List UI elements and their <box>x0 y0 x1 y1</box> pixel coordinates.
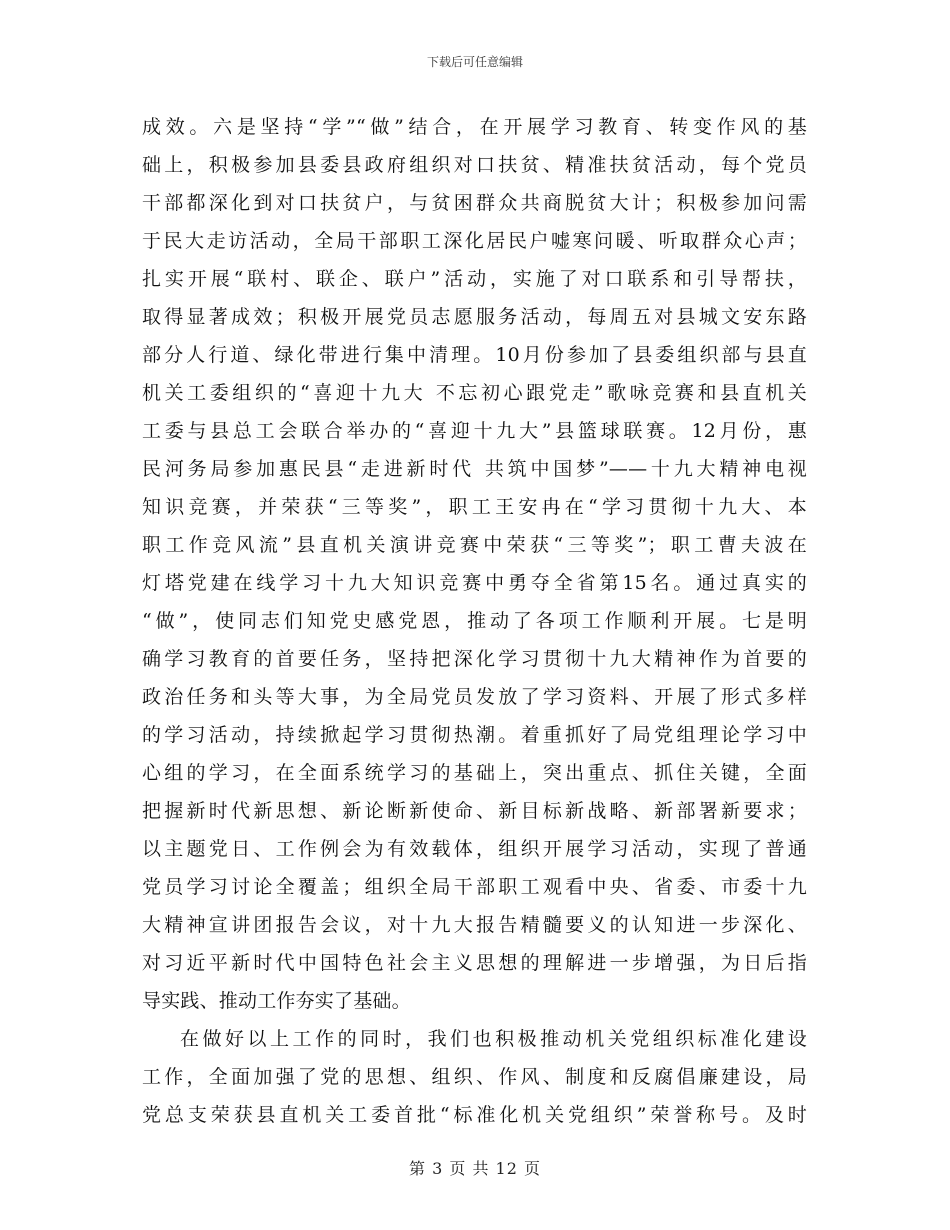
text-line: 干部都深化到对口扶贫户，与贫困群众共商脱贫大计；积极参加问需 <box>142 192 807 214</box>
text-line: 工委与县总工会联合举办的“喜迎十九大”县篮球联赛。12月份，惠 <box>142 420 807 442</box>
text-line: 党总支荣获县直机关工委首批“标准化机关党组织”荣誉称号。及时 <box>142 1104 807 1126</box>
text-line: 的学习活动，持续掀起学习贯彻热潮。着重抓好了局党组理论学习中 <box>142 724 807 746</box>
document-body <box>142 108 807 1134</box>
text-line: 对习近平新时代中国特色社会主义思想的理解进一步增强，为日后指 <box>142 952 807 974</box>
text-line: 部分人行道、绿化带进行集中清理。10月份参加了县委组织部与县直 <box>142 344 807 366</box>
text-line: 民河务局参加惠民县“走进新时代 共筑中国梦”——十九大精神电视 <box>142 458 807 480</box>
text-line: 灯塔党建在线学习十九大知识竞赛中勇夺全省第15名。通过真实的 <box>142 572 807 594</box>
paragraph-1 <box>142 108 807 1020</box>
text-line: 确学习教育的首要任务，坚持把深化学习贯彻十九大精神作为首要的 <box>142 648 807 670</box>
text-line: 在做好以上工作的同时，我们也积极推动机关党组织标准化建设 <box>180 1028 807 1050</box>
text-line: 职工作竞风流”县直机关演讲竞赛中荣获“三等奖”；职工曹夫波在 <box>142 534 807 556</box>
text-line: 于民大走访活动，全局干部职工深化居民户嘘寒问暖、听取群众心声； <box>142 230 807 252</box>
text-line: 政治任务和头等大事，为全局党员发放了学习资料、开展了形式多样 <box>142 686 807 708</box>
text-line: 机关工委组织的“喜迎十九大 不忘初心跟党走”歌咏竞赛和县直机关 <box>142 382 807 404</box>
text-line: 取得显著成效；积极开展党员志愿服务活动，每周五对县城文安东路 <box>142 306 807 328</box>
text-line: 以主题党日、工作例会为有效载体，组织开展学习活动，实现了普通 <box>142 838 807 860</box>
text-line: 心组的学习，在全面系统学习的基础上，突出重点、抓住关键，全面 <box>142 762 807 784</box>
text-line: 导实践、推动工作夯实了基础。 <box>142 990 411 1012</box>
text-line: 础上，积极参加县委县政府组织对口扶贫、精准扶贫活动，每个党员 <box>142 154 807 176</box>
text-line: 成效。六是坚持“学”“做”结合，在开展学习教育、转变作风的基 <box>142 116 807 138</box>
paragraph-2 <box>142 1020 807 1134</box>
page-header: 下载后可任意编辑 <box>426 55 523 69</box>
text-line: 扎实开展“联村、联企、联户”活动，实施了对口联系和引导帮扶， <box>142 268 807 290</box>
text-line: 工作，全面加强了党的思想、组织、作风、制度和反腐倡廉建设，局 <box>142 1066 807 1088</box>
text-line: “做”，使同志们知党史感党恩，推动了各项工作顺利开展。七是明 <box>142 610 807 632</box>
text-line: 大精神宣讲团报告会议，对十九大报告精髓要义的认知进一步深化、 <box>142 914 807 936</box>
text-line: 把握新时代新思想、新论断新使命、新目标新战略、新部署新要求； <box>142 800 807 822</box>
page-footer: 第 3 页 共 12 页 <box>409 1159 541 1178</box>
text-line: 知识竞赛，并荣获“三等奖”，职工王安冉在“学习贯彻十九大、本 <box>142 496 807 518</box>
text-line: 党员学习讨论全覆盖；组织全局干部职工观看中央、省委、市委十九 <box>142 876 807 898</box>
